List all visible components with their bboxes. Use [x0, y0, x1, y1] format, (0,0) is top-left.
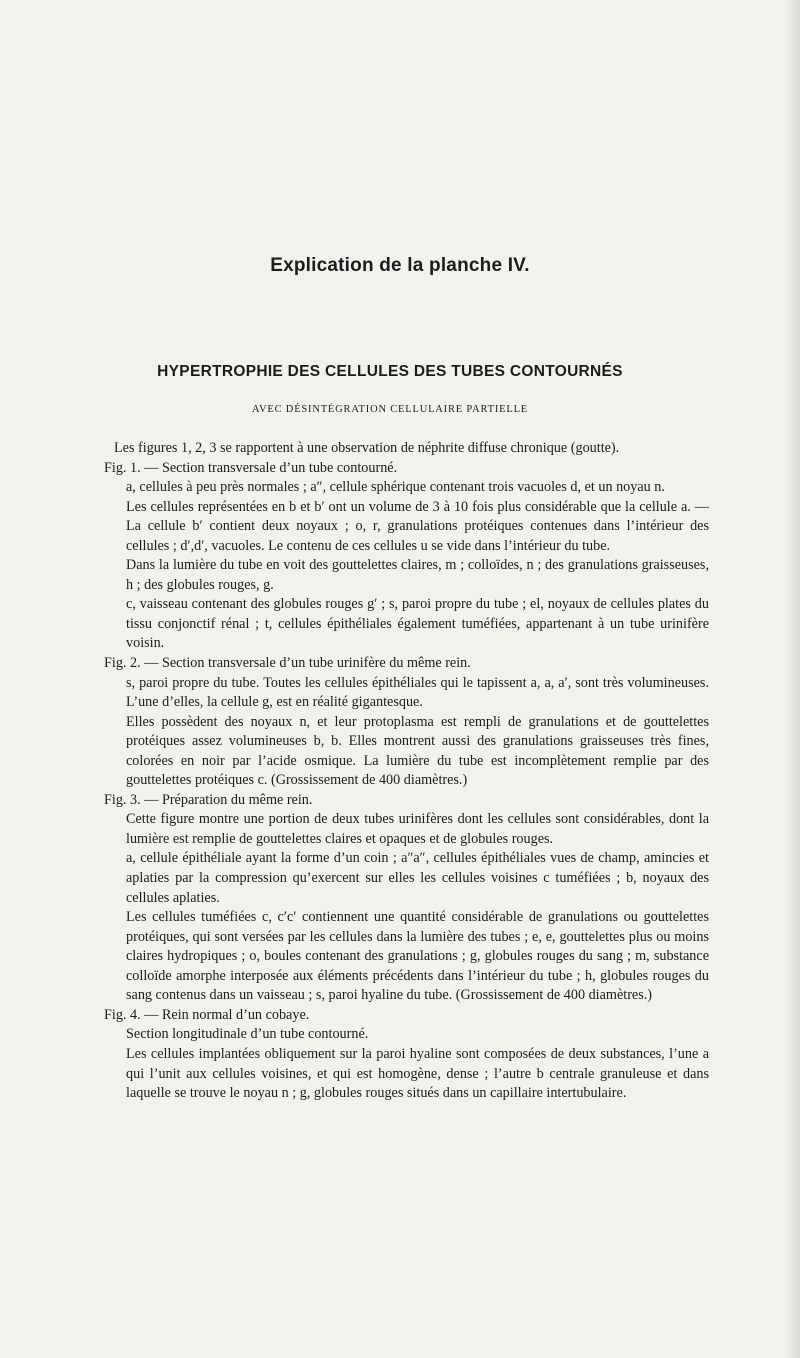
main-title: HYPERTROPHIE DES CELLULES DES TUBES CONTOURNÉS	[157, 363, 623, 380]
figure-3-paragraph: a, cellule épithéliale ayant la forme d’un coin ; a″a″, cellules épithéliales vues de champ, amincies et aplaties par la compression qu’exercent sur elles les cellules voisines c tuméfiées ; b, noyaux des cellules aplaties.	[126, 850, 709, 906]
intro-paragraph: Les figures 1, 2, 3 se rapportent à une observation de néphrite diffuse chronique (goutte).	[114, 440, 620, 456]
figure-4-paragraph: Section longitudinale d’un tube contourné.	[126, 1026, 369, 1043]
body-text	[104, 439, 709, 1104]
figure-3-paragraph: Les cellules tuméfiées c, c′c′ contiennent une quantité considérable de granulations ou gouttelettes protéiques, qui sont versées par les cellules dans la lumière des tubes ; e, e, gouttelettes plus ou moins claires hydropiques ; o, boules contenant des granulations ; g, globules rouges du sang ; m, substance colloïde amorphe interposée aux éléments précédents dans l’intérieur du tube ; h, globules rouges du sang contenus dans un vaisseau ; s, paroi hyaline du tube. (Grossissement de 400 diamètres.)	[126, 909, 709, 1004]
figure-1-heading: Fig. 1. — Section transversale d’un tube contourné.	[104, 459, 398, 476]
figure-4-paragraph: Les cellules implantées obliquement sur la paroi hyaline sont composées de deux substances, l’une a qui l’unit aux cellules voisines, et qui est homogène, dense ; l’autre b centrale granuleuse et dans laquelle se trouve le noyau n ; g, globules rouges situés dans un capillaire intertubulaire.	[126, 1045, 709, 1102]
figure-2-heading: Fig. 2. — Section transversale d’un tube urinifère du même rein.	[104, 655, 471, 672]
section-title: Explication de la planche IV.	[270, 255, 530, 276]
figure-1-paragraph: Les cellules représentées en b et b′ ont un volume de 3 à 10 fois plus considérable que la cellule a. — La cellule b′ contient deux noyaux ; o, r, granulations protéiques contenues dans l’intérieur des cellules ; d′,d′, vacuoles. Le contenu de ces cellules u se vide dans l’intérieur du tube.	[126, 498, 709, 554]
figure-1-paragraph: c, vaisseau contenant des globules rouges g′ ; s, paroi propre du tube ; el, noyaux de cellules plates du tissu conjonctif rénal ; t, cellules épithéliales également tuméfiées, appartenant à un tube urinifère voisin.	[126, 596, 709, 652]
page-edge-shadow	[786, 0, 800, 1358]
subtitle: AVEC DÉSINTÉGRATION CELLULAIRE PARTIELLE	[251, 404, 529, 415]
figure-3-paragraph: Cette figure montre une portion de deux tubes urinifères dont les cellules sont considérables, dont la lumière est remplie de gouttelettes claires et opaques et de globules rouges.	[126, 811, 709, 847]
figure-3-heading: Fig. 3. — Préparation du même rein.	[104, 791, 313, 808]
figure-2-paragraph: Elles possèdent des noyaux n, et leur protoplasma est rempli de granulations et de gouttelettes protéiques assez volumineuses b, b. Elles montrent aussi des granulations graisseuses très fines, colorées en noir par l’acide osmique. La lumière du tube est incomplètement remplie par des gouttelettes protéiques c. (Grossissement de 400 diamètres.)	[126, 713, 709, 789]
figure-1-paragraph: a, cellules à peu près normales ; a″, cellule sphérique contenant trois vacuoles d, et un noyau n.	[126, 479, 665, 496]
figure-4-heading: Fig. 4. — Rein normal d’un cobaye.	[104, 1006, 310, 1023]
figure-2-paragraph: s, paroi propre du tube. Toutes les cellules épithéliales qui le tapissent a, a, a′, sont très volumineuses. L’une d’elles, la cellule g, est en réalité gigantesque.	[126, 674, 709, 711]
figure-1-paragraph: Dans la lumière du tube en voit des gouttelettes claires, m ; colloïdes, n ; des granulations graisseuses, h ; des globules rouges, g.	[126, 557, 709, 593]
